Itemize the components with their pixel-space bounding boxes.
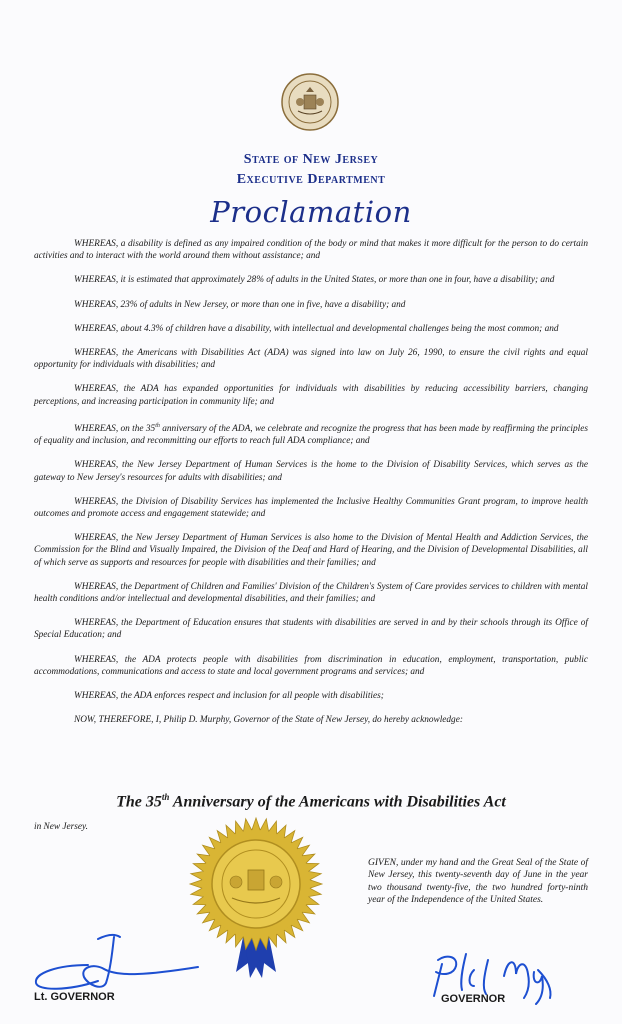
- in-new-jersey: in New Jersey.: [34, 822, 88, 832]
- whereas-clause-anniversary: [34, 420, 588, 448]
- whereas-clause-1: WHEREAS, a disability is defined as any impaired condition of the body or mind that makes it more difficult for the person to do certain activities and to interact with the world around them without assistance; and: [34, 239, 588, 262]
- lt-governor-label: Lt. GOVERNOR: [34, 991, 115, 1003]
- anniversary-sup: th: [155, 422, 160, 429]
- whereas-clause-9: WHEREAS, the New Jersey Department of Human Services is also home to the Division of Mental Health and Addiction Services, the Commission for the Blind and Visually Impaired, the Division of the Deaf and Hard of Hearing, and the Division of Developmental Disabilities, all of which serve as supports and resources for people with disabilities and their families; and: [34, 533, 588, 568]
- great-seal-icon: [281, 73, 339, 131]
- department-heading: Executive Department: [236, 172, 386, 187]
- headline-sup: th: [161, 792, 170, 802]
- anniversary-prefix: WHEREAS, on the 35: [74, 423, 156, 434]
- whereas-clause-10: WHEREAS, the Department of Children and Families' Division of the Children's System of Care provides services to children with mental health conditions and/or intellectual and developmental disabilities, and their families; and: [34, 581, 588, 604]
- whereas-clause-13: WHEREAS, the ADA enforces respect and inclusion for all people with disabilities;: [74, 690, 384, 701]
- now-therefore-clause: NOW, THEREFORE, I, Philip D. Murphy, Governor of the State of New Jersey, do hereby acknowledge:: [74, 715, 463, 726]
- governor-label: GOVERNOR: [441, 993, 506, 1005]
- whereas-block: [34, 238, 588, 726]
- whereas-clause-2: WHEREAS, it is estimated that approximately 28% of adults in the United States, or more than one in four, have a disability; and: [74, 275, 555, 286]
- whereas-clause-3: WHEREAS, 23% of adults in New Jersey, or more than one in five, have a disability; and: [74, 299, 406, 310]
- headline-post: Anniversary of the Americans with Disabilities Act: [169, 793, 506, 811]
- whereas-clause-8: WHEREAS, the Division of Disability Services has implemented the Inclusive Healthy Communities Grant program, to improve health outcomes and promote access and engagement statewide; and: [34, 496, 588, 519]
- proclamation-title: Proclamation: [210, 195, 412, 229]
- whereas-clause-6: WHEREAS, the ADA has expanded opportunities for individuals with disabilities by reducing accessibility barriers, changing perceptions, and increasing participation in community life; and: [34, 384, 588, 407]
- whereas-clause-12: WHEREAS, the ADA protects people with disabilities from discrimination in education, employment, transportation, public accommodations, communications and access to state and local government programs and services; and: [34, 654, 588, 677]
- whereas-clause-5: WHEREAS, the Americans with Disabilities Act (ADA) was signed into law on July 26, 1990, to ensure the civil rights and equal opportunity for individuals with disabilities; and: [34, 348, 588, 371]
- whereas-clause-4: WHEREAS, about 4.3% of children have a disability, with intellectual and developmental challenges being the most common; and: [74, 323, 559, 334]
- given-clause: GIVEN, under my hand and the Great Seal of the State of New Jersey, this twenty-seventh day of June in the year two thousand twenty-five, the two hundred forty-ninth year of the Independence of the United States.: [368, 858, 588, 905]
- headline-pre: The 35: [116, 793, 162, 811]
- anniversary-headline: [0, 792, 622, 811]
- whereas-clause-7: WHEREAS, the New Jersey Department of Human Services is the home to the Division of Disability Services, which serves as the gateway to New Jersey's resources for adults with disabilities; and: [34, 460, 588, 483]
- state-heading: State of New Jersey: [243, 152, 379, 167]
- whereas-clause-11: WHEREAS, the Department of Education ensures that students with disabilities are served in and by their schools through its Office of Special Education; and: [34, 618, 588, 641]
- anniversary-suffix: anniversary of the ADA, we celebrate and recognize the progress that has been made by reaffirming the principles of equality and inclusion, and recommitting our efforts to reach full ADA compliance; and: [34, 423, 588, 447]
